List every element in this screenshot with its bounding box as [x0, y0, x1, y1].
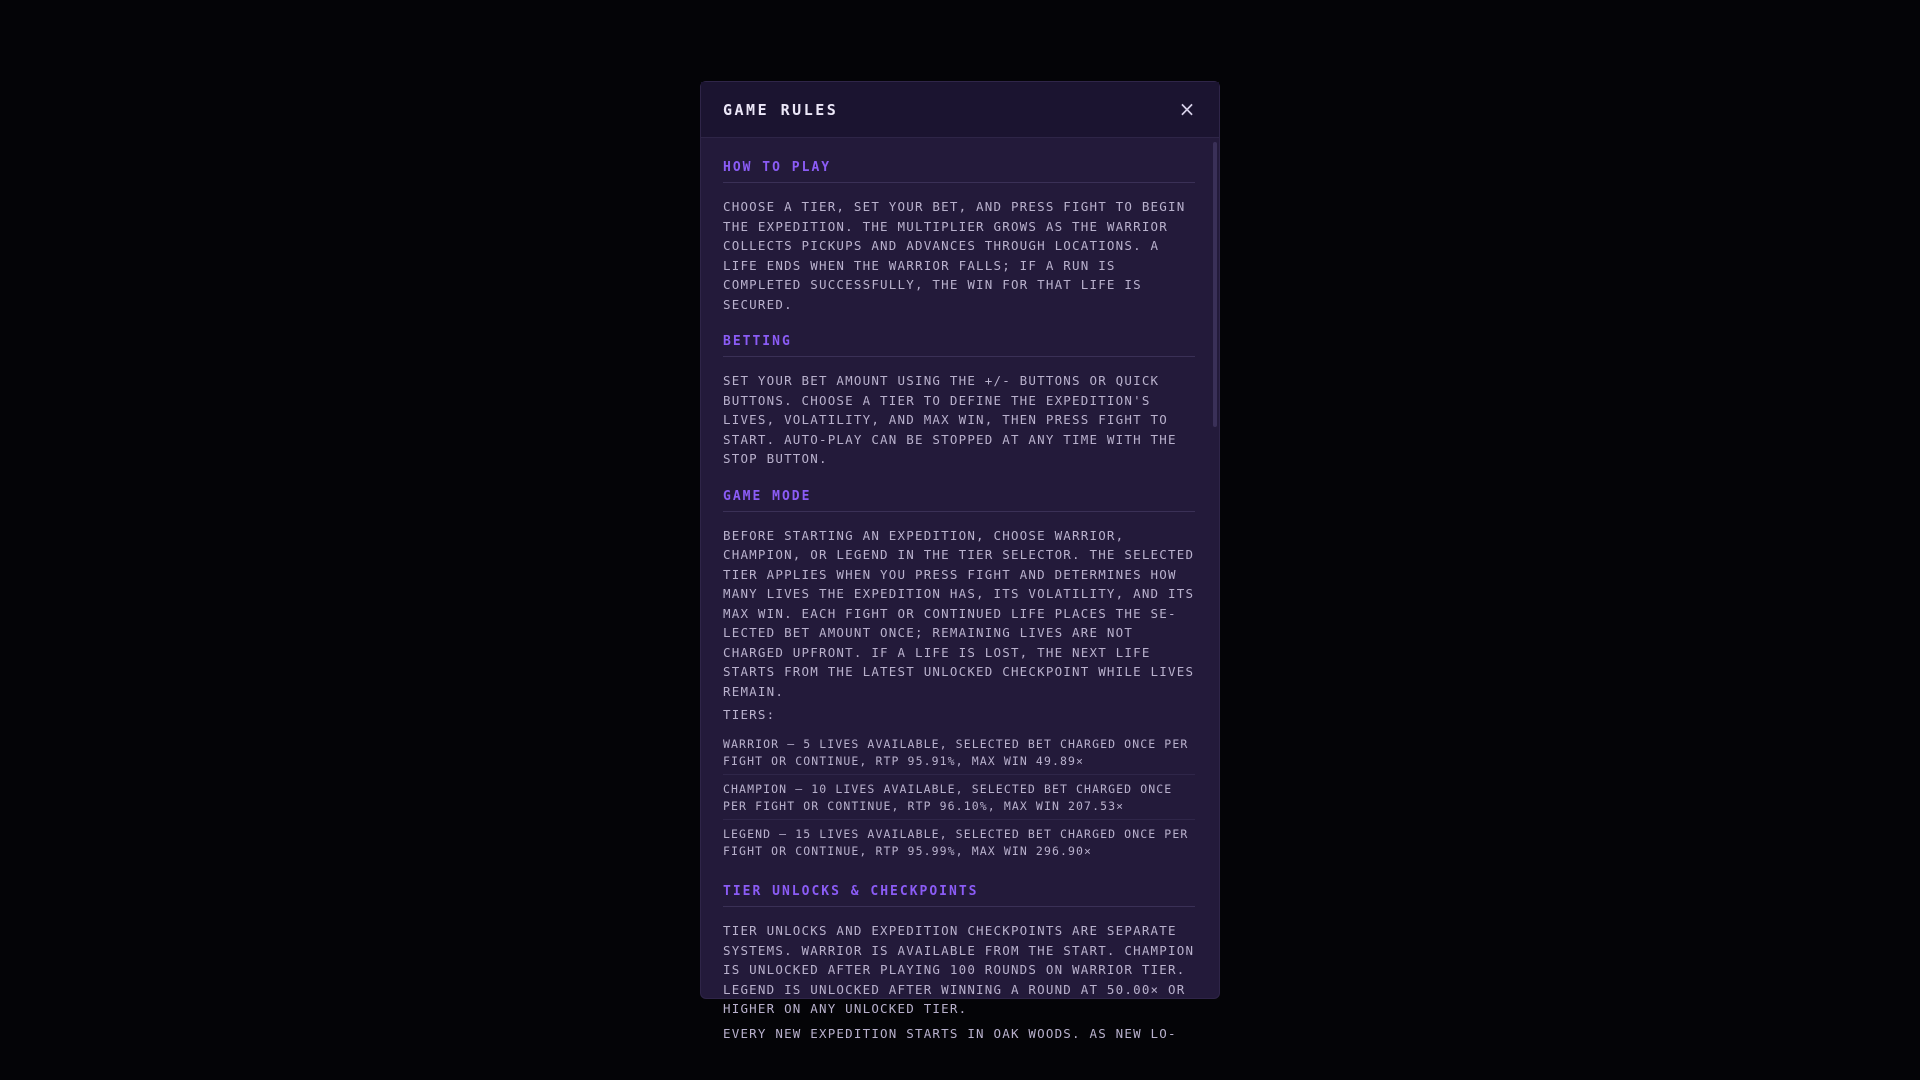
section-paragraph: SET YOUR BET AMOUNT USING THE +/- BUTTONS OR QUICK BUTTONS. CHOOSE A TIER TO DEFINE THE EXPEDITION'S LIVES, VOLATILITY, AND MAX WIN, THEN PRESS FIGHT TO START. AUTO-PLAY CAN BE STOPPED AT ANY TIME WITH THE STOP BUTTON. [723, 373, 1177, 466]
section-title: TIER UNLOCKS & CHECKPOINTS [723, 884, 1195, 907]
section-title: GAME MODE [723, 489, 1195, 512]
tier-item-legend: LEGEND — 15 LIVES AVAILABLE, SELECTED BET CHARGED ONCE PER FIGHT OR CONTINUE, RTP 95.99%, MAX WIN 296.90× [723, 827, 1189, 858]
rules-content[interactable] [701, 138, 1219, 1041]
scrollbar-thumb[interactable] [1213, 142, 1217, 427]
section-game-mode [723, 489, 1195, 865]
tier-item-champion: CHAMPION — 10 LIVES AVAILABLE, SELECTED BET CHARGED ONCE PER FIGHT OR CONTINUE, RTP 96.10%, MAX WIN 207.53× [723, 775, 1195, 820]
modal-header [701, 82, 1219, 138]
game-rules-modal [700, 81, 1220, 1041]
section-paragraph: TIER UNLOCKS AND EXPEDITION CHECKPOINTS ARE SEPARATE SYSTEMS. WARRIOR IS AVAILABLE FROM THE START. CHAMPION IS UNLOCKED AFTER PLAYING 100 ROUNDS ON WARRIOR TIER. LEGEND IS UNLOCKED AFTER WINNING A ROUND AT 50.00× OR HIGHER ON ANY UNLOCKED TIER. [723, 923, 1195, 1016]
section-tier-unlocks-checkpoints [723, 884, 1195, 1043]
section-paragraph: CHOOSE A TIER, SET YOUR BET, AND PRESS FIGHT TO BEGIN THE EXPEDITION. THE MULTIPLIER GROWS AS THE WARRIOR COLLECTS PICKUPS AND ADVANCES THROUGH LOCATIONS. A LIFE ENDS WHEN THE WARRIOR FALLS; IF A RUN IS COMPLETED SUCCESSFULLY, THE WIN FOR THAT LIFE IS SECURED. [723, 199, 1186, 312]
close-button[interactable]: × [1173, 95, 1201, 123]
tier-item-warrior: WARRIOR — 5 LIVES AVAILABLE, SELECTED BET CHARGED ONCE PER FIGHT OR CONTINUE, RTP 95.91%, MAX WIN 49.89× [723, 734, 1195, 775]
tiers-label: TIERS: [723, 707, 776, 722]
section-betting [723, 334, 1195, 469]
section-title: BETTING [723, 334, 1195, 357]
section-title: HOW TO PLAY [723, 160, 1195, 183]
section-paragraph: EVERY NEW EXPEDITION STARTS IN OAK WOODS. AS NEW LO- [723, 1025, 1177, 1041]
tier-list [723, 734, 1195, 864]
section-paragraph: BEFORE STARTING AN EXPEDITION, CHOOSE WARRIOR, CHAMPION, OR LEGEND IN THE TIER SELECTOR. THE SELECTED TIER APPLIES WHEN YOU PRESS FIGHT AND DETERMINES HOW MANY LIVES THE EXPEDITION HAS, ITS VOLATILITY, AND ITS MAX WIN. EACH FIGHT OR CONTINUED LIFE PLACES THE SE-LECTED BET AMOUNT ONCE; REMAINING LIVES ARE NOT CHARGED UPFRONT. IF A LIFE IS LOST, THE NEXT LIFE STARTS FROM THE LATEST UNLOCKED CHECKPOINT WHILE LIVES REMAIN. [723, 527, 1195, 699]
section-how-to-play [723, 160, 1195, 314]
scrollbar[interactable] [1213, 142, 1217, 997]
modal-title: GAME RULES [723, 101, 839, 119]
